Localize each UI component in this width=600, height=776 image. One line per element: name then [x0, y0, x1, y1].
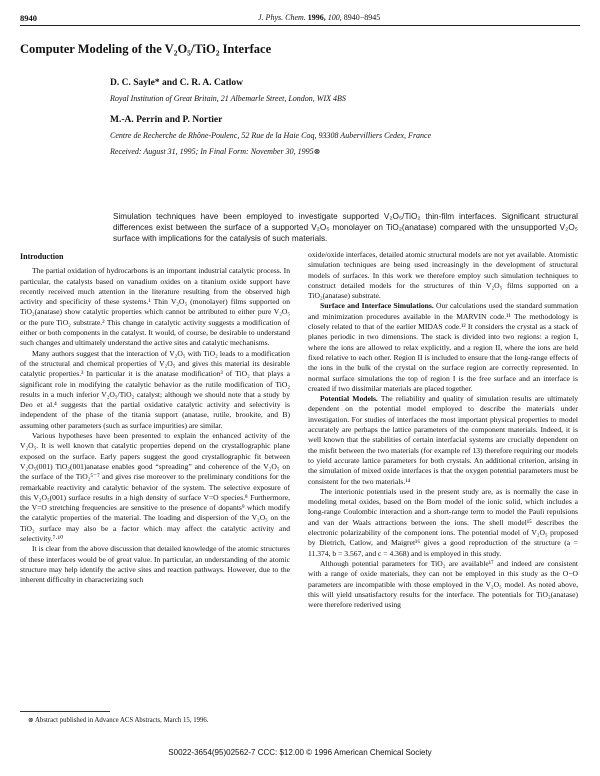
journal-year: 1996,: [307, 13, 326, 22]
left-column: [20, 252, 290, 586]
section-heading-introduction: Introduction: [20, 252, 64, 261]
right-column: [308, 250, 578, 610]
right-paragraph-2-text: Our calculations used the standard summation and minimization procedures available in the MARVIN code.¹¹ The methodology is closely related to that of the earlier MIDAS code.¹² It considers the crystal as a stack of planes periodic in two dimensions. The stack is divided into two regions: a region I, where the ions are allowed to relax explicitly, and a region II, where the ions are held fixed relative to each other. Region II is included to ensure that the long-range effects of the ions in the bulk of the crystal on the surface region are correctly represented. In normal surface simulations the top of region I is the free surface and an interface is created if two dissimilar materials are placed together.: [308, 301, 579, 393]
intro-paragraph-4: It is clear from the above discussion that detailed knowledge of the atomic structures of these interfaces would be of great value. In particular, an understanding of the atomic structure may help identify the active sites and reaction pathways. However, due to the inherent difficulty in characterizing such: [20, 544, 290, 585]
intro-paragraph-2: Many authors suggest that the interaction of V₂O₅ with TiO₂ leads to a modification of the structural and chemical properties of V₂O₅ and gives this material its desirable catalytic properties.³ In particular it is the anatase modification³ of TiO₂ that plays a significant role in modifying the catalytic behavior as the rutile modification of TiO₂ results in a much inferior V₂O₅/TiO₂ catalyst; although we should note that a study by Deo et al.⁴ suggests that the partial oxidative catalytic activity and selectivity is independent of the phase of the titania support (anatase, rutile, brookite, and B) assuming other parameters (such as surface impurities) are similar.: [20, 348, 290, 430]
journal-pages: 8940−8945: [343, 13, 381, 22]
footnote-rule: [20, 711, 110, 712]
right-paragraph-3-text: The reliability and quality of simulation results are ultimately dependent on the potential model employed to describe the materials under investigation. For studies of interfaces the most important physical properties to model accurately are perhaps the lattice parameters of the component materials. Indeed, it is well known that the stabilities of certain interfacial systems are crucially dependent on the misfit between the two materials (for example ref 13) therefore requiring our models to yield accurate lattice parameters for both crystals. An additional criterion, arising in the simulation of mixed oxide interfaces is that the oxygen potential parameters must be consistent for the two materials.¹⁴: [308, 394, 578, 486]
right-paragraph-3: [308, 394, 578, 487]
abstract: [113, 211, 578, 245]
paper-title: Computer Modeling of the V₂O₅/TiO₂ Interface: [20, 42, 272, 56]
header-rule: [20, 25, 580, 26]
subheading-surface-interface: Surface and Interface Simulations.: [320, 301, 434, 311]
right-paragraph-2: [308, 301, 578, 394]
authors-group-2: M.-A. Perrin and P. Nortier: [110, 115, 223, 125]
page-number: 8940: [20, 13, 37, 23]
right-paragraph-1: oxide/oxide interfaces, detailed atomic structural models are not yet available. Atomistic simulation techniques are being used increasingly in the development of structural models of surfaces. In this work we therefore employ such simulation techniques to construct detailed models for the structures of thin V₂O₅ films supported on a TiO₂(anatase) substrate.: [308, 250, 578, 301]
intro-paragraph-3: Various hypotheses have been presented to explain the enhanced activity of the V₂O₅. It is well known that catalytic properties depend on the crystallographic plane exposed on the surface. Early papers suggest the good crystallographic fit between V₂O₅(001) TiO₂(001)anatase enables good “spreading” and coherence of the V₂O₅ on the surface of the TiO₂⁵⁻⁷ and gives rise moreover to the preliminary conditions for the remarkable reactivity and catalytic behavior of the system. The selective exposure of this V₂O₅(001) surface results in a high density of surface V=O species.⁸ Furthermore, the V=O stretching frequencies are sensitive to the presence of dopants⁹ which modify the catalytic properties of the material. The loading and dispersion of the V₂O₅ on the TiO₂ surface may also be a factor which may affect the catalytic activity and selectivity.⁷·¹⁰: [20, 431, 290, 544]
authors-group-1: D. C. Sayle* and C. R. A. Catlow: [110, 78, 244, 88]
copyright-line: S0022-3654(95)02562-7 CCC: $12.00 © 1996 American Chemical Society: [168, 748, 432, 757]
affiliation-2: Centre de Recherche de Rhône-Poulenc, 52 Rue de la Haie Coq, 93308 Aubervilliers Cedex, France: [110, 131, 432, 140]
journal-header: [258, 13, 380, 22]
abstract-text: Simulation techniques have been employed to investigate supported V₂O₅/TiO₂ thin-film interfaces. Significant structural differences exist between the surface of a supported V₂O₅ monolayer on TiO₂(anatase) compared with the unsupported V₂O₅ surface with implications for the catalysis of such materials.: [113, 212, 578, 244]
right-paragraph-5: Although potential parameters for TiO₂ are available¹⁷ and indeed are consistent with a range of oxide materials, they can not be employed in this study as the O−O parameters are incompatible with those employed in the V₂O₅ model. As noted above, this will yield unsatisfactory results for the interface. The potentials for TiO₂(anatase) were therefore rederived using: [308, 558, 578, 610]
received-dates: Received: August 31, 1995; In Final Form: November 30, 1995⊗: [110, 147, 321, 156]
journal-name: J. Phys. Chem.: [258, 13, 306, 22]
journal-volume: 100,: [327, 13, 342, 22]
footnote: ⊗ Abstract published in Advance ACS Abstracts, March 15, 1996.: [28, 717, 209, 724]
affiliation-1: Royal Institution of Great Britain, 21 Albemarle Street, London, WIX 4BS: [110, 94, 346, 103]
intro-paragraph-1: The partial oxidation of hydrocarbons is an important industrial catalytic process. In particular, the catalysts based on vanadium oxides on a titanium oxide support have recently received much attention in the literature resulting from the observed high activity and specificity of these systems.¹ Thin V₂O₅ (monolayer) films supported on TiO₂(anatase) show catalytic properties which cannot be attributed to either pure V₂O₅ or the pure TiO₂ substrate.² This change in catalytic activity suggests a modification of either or both components in the catalyst. It would, of course, be desirable to understand such changes and ultimately understand the active sites and catalytic mechanisms.: [20, 266, 290, 348]
subheading-potential-models: Potential Models.: [320, 394, 378, 404]
right-paragraph-4: The interionic potentials used in the present study are, as is normally the case in modeling metal oxides, based on the Born model of the ionic solid, which includes a long-range Coulombic interaction and a short-range term to model the Pauli repulsions and van der Waals attractions between the ions. The shell model¹⁵ describes the electronic polarizability of the component ions. The potential model of V₂O₅ proposed by Dietrich, Catlow, and Maigret¹⁶ gives a good reproduction of the structure (a = 11.374, b = 3.567, and c = 4.368) and is employed in this study.: [308, 486, 578, 558]
